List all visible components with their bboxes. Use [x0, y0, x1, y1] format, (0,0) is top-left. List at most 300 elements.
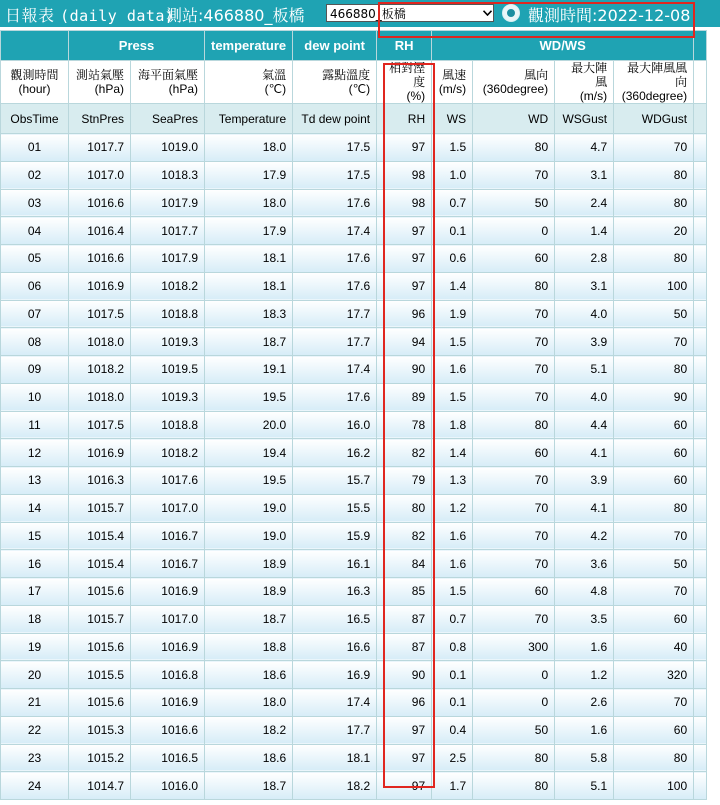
table-cell: 17.7 [293, 328, 377, 356]
table-cell: 2.5 [432, 744, 473, 772]
table-cell: 15.7 [293, 467, 377, 495]
zh-header-unit: (360degree) [482, 82, 549, 96]
table-cell: 97 [377, 134, 432, 162]
table-cell: 70 [473, 328, 555, 356]
table-row [1, 383, 707, 411]
report-title [5, 3, 174, 26]
table-cell: 1017.7 [131, 217, 205, 245]
table-row [1, 467, 707, 495]
row-scroll-edge [694, 411, 707, 439]
table-cell: 18.7 [205, 772, 293, 800]
table-cell: 0 [473, 217, 555, 245]
table-cell: 82 [377, 439, 432, 467]
table-cell: 1016.6 [131, 716, 205, 744]
report-title-zh: 日報表 [5, 6, 55, 25]
table-cell: 70 [473, 494, 555, 522]
table-row [1, 217, 707, 245]
table-cell: 17 [1, 578, 69, 606]
table-cell: 87 [377, 633, 432, 661]
table-cell: 1.2 [555, 661, 614, 689]
en-header-row [1, 104, 707, 134]
row-scroll-edge [694, 744, 707, 772]
title-bar [0, 0, 720, 27]
zh-header-name: 最大陣風 [571, 61, 608, 89]
table-cell: 60 [473, 245, 555, 273]
zh-header-unit: (hPa) [168, 82, 198, 96]
table-row [1, 716, 707, 744]
table-cell: 1.6 [555, 633, 614, 661]
group-header-dew-point: dew point [293, 31, 377, 61]
table-cell: 1017.9 [131, 189, 205, 217]
table-cell: 17.4 [293, 356, 377, 384]
table-cell: 80 [473, 744, 555, 772]
zh-header-name: 風向 [524, 68, 549, 82]
table-cell: 14 [1, 494, 69, 522]
en-header-cell: WSGust [555, 104, 614, 134]
zh-header-cell [377, 61, 432, 104]
table-cell: 80 [614, 161, 694, 189]
zh-header-cell [293, 61, 377, 104]
table-cell: 78 [377, 411, 432, 439]
table-cell: 97 [377, 772, 432, 800]
table-cell: 40 [614, 633, 694, 661]
table-cell: 19.0 [205, 522, 293, 550]
table-cell: 80 [473, 411, 555, 439]
table-cell: 2.8 [555, 245, 614, 273]
table-cell: 1018.8 [131, 411, 205, 439]
table-cell: 50 [614, 550, 694, 578]
en-header-cell: WD [473, 104, 555, 134]
table-cell: 20 [614, 217, 694, 245]
table-cell: 11 [1, 411, 69, 439]
en-header-cell: Temperature [205, 104, 293, 134]
table-cell: 1016.8 [131, 661, 205, 689]
table-cell: 4.8 [555, 578, 614, 606]
group-header-scroll-edge [694, 31, 707, 61]
table-cell: 16.5 [293, 605, 377, 633]
table-cell: 60 [614, 411, 694, 439]
row-scroll-edge [694, 633, 707, 661]
table-cell: 85 [377, 578, 432, 606]
row-scroll-edge [694, 578, 707, 606]
table-cell: 70 [614, 689, 694, 717]
zh-header-cell [555, 61, 614, 104]
table-cell: 16 [1, 550, 69, 578]
date-label: 觀測時間:2022-12-08 [528, 6, 691, 25]
chevron-down-icon [481, 6, 493, 20]
table-cell: 1015.6 [69, 578, 131, 606]
table-cell: 18.0 [205, 189, 293, 217]
table-cell: 60 [614, 467, 694, 495]
table-cell: 1015.4 [69, 550, 131, 578]
zh-header-unit: (hour) [18, 82, 51, 96]
table-cell: 2.4 [555, 189, 614, 217]
table-cell: 50 [473, 716, 555, 744]
table-cell: 70 [473, 550, 555, 578]
table-cell: 80 [614, 356, 694, 384]
table-cell: 1016.3 [69, 467, 131, 495]
table-cell: 1.5 [432, 383, 473, 411]
table-cell: 2.6 [555, 689, 614, 717]
table-cell: 17.5 [293, 134, 377, 162]
table-row [1, 328, 707, 356]
table-cell: 16.2 [293, 439, 377, 467]
row-scroll-edge [694, 245, 707, 273]
table-cell: 1015.6 [69, 689, 131, 717]
table-cell: 94 [377, 328, 432, 356]
table-cell: 3.1 [555, 272, 614, 300]
zh-header-name: 氣溫 [262, 68, 287, 82]
table-cell: 1.3 [432, 467, 473, 495]
table-cell: 97 [377, 744, 432, 772]
table-cell: 79 [377, 467, 432, 495]
zh-header-cell [69, 61, 131, 104]
group-header-empty [1, 31, 69, 61]
table-cell: 18.1 [205, 245, 293, 273]
row-scroll-edge [694, 522, 707, 550]
table-row [1, 578, 707, 606]
table-cell: 1019.3 [131, 383, 205, 411]
table-cell: 1017.5 [69, 411, 131, 439]
zh-header-unit: (m/s) [579, 89, 608, 103]
table-cell: 90 [614, 383, 694, 411]
row-scroll-edge [694, 356, 707, 384]
table-cell: 4.0 [555, 383, 614, 411]
zh-header-name: 風速 [442, 68, 467, 82]
table-cell: 0 [473, 689, 555, 717]
date-picker-button[interactable] [502, 4, 520, 22]
table-cell: 5.8 [555, 744, 614, 772]
zh-header-cell [432, 61, 473, 104]
table-cell: 17.5 [293, 161, 377, 189]
table-cell: 1016.6 [69, 245, 131, 273]
table-cell: 1017.0 [69, 161, 131, 189]
zh-header-unit: (m/s) [438, 82, 467, 96]
table-cell: 19.1 [205, 356, 293, 384]
table-cell: 70 [614, 134, 694, 162]
table-row [1, 439, 707, 467]
zh-header-scroll-edge [694, 61, 707, 104]
table-cell: 70 [473, 300, 555, 328]
table-cell: 20.0 [205, 411, 293, 439]
table-cell: 17.6 [293, 272, 377, 300]
table-row [1, 550, 707, 578]
group-header-temperature: temperature [205, 31, 293, 61]
table-cell: 82 [377, 522, 432, 550]
table-cell: 1017.0 [131, 494, 205, 522]
table-cell: 15.9 [293, 522, 377, 550]
report-title-en: (daily data) [60, 7, 175, 25]
table-cell: 96 [377, 689, 432, 717]
table-cell: 70 [473, 383, 555, 411]
table-cell: 15 [1, 522, 69, 550]
table-cell: 5.1 [555, 772, 614, 800]
table-cell: 17.9 [205, 161, 293, 189]
table-cell: 1019.5 [131, 356, 205, 384]
table-cell: 16.6 [293, 633, 377, 661]
table-cell: 1015.5 [69, 661, 131, 689]
table-cell: 80 [473, 772, 555, 800]
table-cell: 1017.9 [131, 245, 205, 273]
table-cell: 90 [377, 356, 432, 384]
table-cell: 80 [614, 189, 694, 217]
table-cell: 1.0 [432, 161, 473, 189]
table-cell: 84 [377, 550, 432, 578]
table-cell: 1018.3 [131, 161, 205, 189]
table-cell: 90 [377, 661, 432, 689]
table-cell: 18.7 [205, 328, 293, 356]
table-cell: 70 [614, 328, 694, 356]
table-cell: 1016.9 [69, 439, 131, 467]
table-cell: 1.6 [432, 550, 473, 578]
table-cell: 97 [377, 272, 432, 300]
row-scroll-edge [694, 772, 707, 800]
row-scroll-edge [694, 272, 707, 300]
table-cell: 60 [473, 578, 555, 606]
table-row [1, 605, 707, 633]
zh-header-cell [205, 61, 293, 104]
table-cell: 1.4 [555, 217, 614, 245]
row-scroll-edge [694, 300, 707, 328]
row-scroll-edge [694, 689, 707, 717]
table-cell: 80 [473, 134, 555, 162]
table-cell: 22 [1, 716, 69, 744]
zh-header-cell [614, 61, 694, 104]
table-cell: 1.5 [432, 328, 473, 356]
table-cell: 1015.3 [69, 716, 131, 744]
table-cell: 02 [1, 161, 69, 189]
table-cell: 70 [473, 605, 555, 633]
table-cell: 4.1 [555, 494, 614, 522]
table-cell: 98 [377, 189, 432, 217]
table-row [1, 744, 707, 772]
table-row [1, 356, 707, 384]
zh-header-name: 相對溼度 [389, 61, 426, 89]
table-cell: 89 [377, 383, 432, 411]
table-cell: 1.6 [432, 522, 473, 550]
table-cell: 1018.2 [69, 356, 131, 384]
row-scroll-edge [694, 467, 707, 495]
table-cell: 17.4 [293, 689, 377, 717]
table-cell: 0.1 [432, 661, 473, 689]
table-cell: 1016.7 [131, 522, 205, 550]
table-cell: 3.1 [555, 161, 614, 189]
en-header-cell: ObsTime [1, 104, 69, 134]
table-cell: 12 [1, 439, 69, 467]
table-cell: 1016.0 [131, 772, 205, 800]
table-cell: 1016.9 [131, 633, 205, 661]
table-cell: 1017.0 [131, 605, 205, 633]
zh-header-cell [131, 61, 205, 104]
table-cell: 80 [614, 245, 694, 273]
zh-header-cell [473, 61, 555, 104]
table-cell: 19.5 [205, 383, 293, 411]
table-cell: 17.4 [293, 217, 377, 245]
table-row [1, 245, 707, 273]
en-header-cell: RH [377, 104, 432, 134]
table-cell: 1.5 [432, 134, 473, 162]
table-cell: 97 [377, 716, 432, 744]
table-cell: 1018.2 [131, 439, 205, 467]
group-header-row [1, 31, 707, 61]
table-cell: 98 [377, 161, 432, 189]
row-scroll-edge [694, 716, 707, 744]
table-cell: 87 [377, 605, 432, 633]
table-cell: 97 [377, 217, 432, 245]
table-cell: 1016.6 [69, 189, 131, 217]
table-row [1, 411, 707, 439]
zh-header-unit: (hPa) [94, 82, 124, 96]
zh-header-name: 觀測時間 [10, 68, 59, 82]
table-row [1, 633, 707, 661]
table-cell: 1019.0 [131, 134, 205, 162]
table-cell: 1.5 [432, 578, 473, 606]
table-cell: 60 [614, 605, 694, 633]
table-cell: 50 [614, 300, 694, 328]
table-cell: 18.0 [205, 689, 293, 717]
daily-data-table [0, 30, 707, 800]
table-cell: 5.1 [555, 356, 614, 384]
table-cell: 18.2 [293, 772, 377, 800]
group-header-wdws: WD/WS [432, 31, 694, 61]
table-cell: 60 [614, 716, 694, 744]
table-cell: 1016.5 [131, 744, 205, 772]
table-cell: 23 [1, 744, 69, 772]
table-cell: 4.4 [555, 411, 614, 439]
table-cell: 18.3 [205, 300, 293, 328]
table-cell: 3.9 [555, 467, 614, 495]
table-cell: 1.7 [432, 772, 473, 800]
zh-header-unit: (℃) [348, 82, 371, 96]
table-cell: 3.9 [555, 328, 614, 356]
station-select[interactable] [326, 4, 494, 22]
table-cell: 1017.5 [69, 300, 131, 328]
table-cell: 70 [473, 522, 555, 550]
group-header-press: Press [69, 31, 205, 61]
table-cell: 3.5 [555, 605, 614, 633]
zh-header-unit: (%) [406, 89, 426, 103]
table-cell: 06 [1, 272, 69, 300]
zh-header-name: 最大陣風風向 [627, 61, 688, 89]
table-cell: 18.6 [205, 661, 293, 689]
table-cell: 300 [473, 633, 555, 661]
table-cell: 1.8 [432, 411, 473, 439]
table-cell: 17.6 [293, 383, 377, 411]
table-row [1, 272, 707, 300]
table-cell: 97 [377, 245, 432, 273]
table-cell: 320 [614, 661, 694, 689]
table-cell: 13 [1, 467, 69, 495]
zh-header-name: 測站氣壓 [75, 68, 124, 82]
table-cell: 1018.2 [131, 272, 205, 300]
table-cell: 09 [1, 356, 69, 384]
table-cell: 1014.7 [69, 772, 131, 800]
table-cell: 1018.0 [69, 328, 131, 356]
table-cell: 1015.7 [69, 494, 131, 522]
table-cell: 1018.8 [131, 300, 205, 328]
table-cell: 1015.7 [69, 605, 131, 633]
table-cell: 19 [1, 633, 69, 661]
table-cell: 18.2 [205, 716, 293, 744]
table-cell: 17.6 [293, 189, 377, 217]
table-cell: 1.6 [432, 356, 473, 384]
table-cell: 100 [614, 772, 694, 800]
station-select-value: 466880_板橋 [330, 6, 406, 21]
table-cell: 17.7 [293, 300, 377, 328]
table-row [1, 161, 707, 189]
table-cell: 1017.6 [131, 467, 205, 495]
en-header-cell: WS [432, 104, 473, 134]
row-scroll-edge [694, 161, 707, 189]
row-scroll-edge [694, 661, 707, 689]
table-cell: 18.7 [205, 605, 293, 633]
table-cell: 17.6 [293, 245, 377, 273]
table-cell: 18 [1, 605, 69, 633]
table-cell: 18.8 [205, 633, 293, 661]
zh-header-name: 海平面氣壓 [137, 68, 198, 82]
table-cell: 1.6 [555, 716, 614, 744]
table-cell: 1016.9 [131, 578, 205, 606]
table-cell: 4.2 [555, 522, 614, 550]
table-cell: 70 [473, 161, 555, 189]
table-cell: 18.9 [205, 550, 293, 578]
table-cell: 100 [614, 272, 694, 300]
table-cell: 19.4 [205, 439, 293, 467]
en-header-cell: WDGust [614, 104, 694, 134]
table-cell: 1019.3 [131, 328, 205, 356]
table-cell: 17.7 [293, 716, 377, 744]
table-cell: 15.5 [293, 494, 377, 522]
table-cell: 0.8 [432, 633, 473, 661]
table-cell: 1.9 [432, 300, 473, 328]
en-header-cell: StnPres [69, 104, 131, 134]
table-cell: 18.1 [205, 272, 293, 300]
row-scroll-edge [694, 550, 707, 578]
table-cell: 80 [473, 272, 555, 300]
table-cell: 80 [614, 494, 694, 522]
row-scroll-edge [694, 439, 707, 467]
table-cell: 19.0 [205, 494, 293, 522]
table-cell: 0.7 [432, 605, 473, 633]
table-cell: 16.0 [293, 411, 377, 439]
table-cell: 17.9 [205, 217, 293, 245]
table-row [1, 772, 707, 800]
row-scroll-edge [694, 328, 707, 356]
table-cell: 70 [473, 467, 555, 495]
table-cell: 16.3 [293, 578, 377, 606]
zh-header-cell [1, 61, 69, 104]
row-scroll-edge [694, 605, 707, 633]
table-cell: 1.4 [432, 439, 473, 467]
table-row [1, 494, 707, 522]
row-scroll-edge [694, 494, 707, 522]
table-cell: 05 [1, 245, 69, 273]
table-cell: 01 [1, 134, 69, 162]
table-cell: 3.6 [555, 550, 614, 578]
row-scroll-edge [694, 383, 707, 411]
table-cell: 1018.0 [69, 383, 131, 411]
en-header-cell: SeaPres [131, 104, 205, 134]
table-cell: 18.1 [293, 744, 377, 772]
table-cell: 04 [1, 217, 69, 245]
table-cell: 4.1 [555, 439, 614, 467]
table-cell: 50 [473, 189, 555, 217]
table-row [1, 661, 707, 689]
table-cell: 1017.7 [69, 134, 131, 162]
table-cell: 0.4 [432, 716, 473, 744]
table-row [1, 189, 707, 217]
station-label: 測站:466880_板橋 [166, 6, 305, 25]
